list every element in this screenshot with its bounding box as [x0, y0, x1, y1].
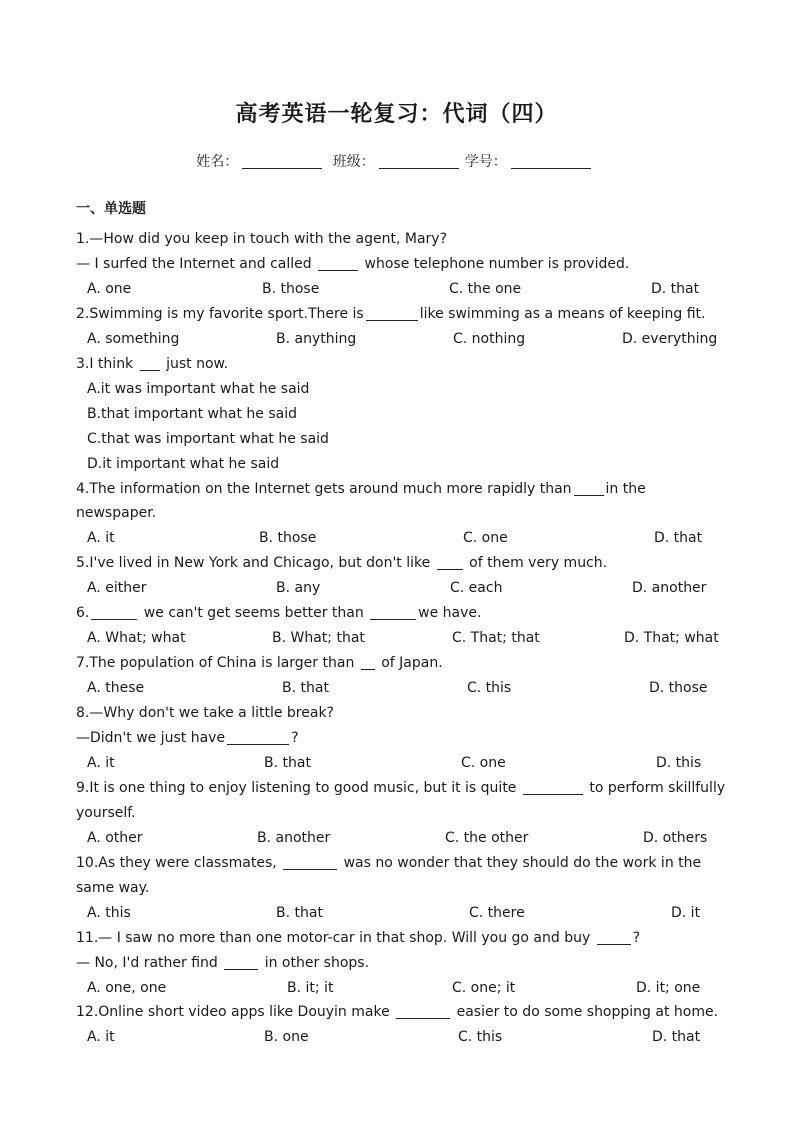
question-3-option-d: D.it important what he said	[87, 455, 280, 472]
question-6-text-line	[76, 604, 482, 622]
name-label: 姓名：	[196, 154, 239, 170]
question-text: 12.Online short video apps like Douyin make	[76, 1004, 395, 1021]
question-text: in other shops.	[260, 954, 370, 971]
question-text: —Didn't we just have	[76, 730, 226, 746]
question-text: to perform skillfully	[584, 779, 726, 796]
question-2-option-b: B. anything	[276, 330, 357, 347]
question-8-option-c: C. one	[461, 754, 506, 771]
question-2-text-line	[76, 305, 706, 323]
answer-blank	[597, 930, 631, 945]
question-5-option-a: A. either	[87, 580, 147, 597]
question-11-option-c: C. one; it	[452, 979, 516, 996]
question-9-option-d: D. others	[643, 829, 708, 846]
question-10-option-b: B. that	[276, 904, 323, 921]
question-text: 6.	[76, 605, 90, 622]
question-11-text-line	[76, 929, 640, 947]
question-text: 2.Swimming is my favorite sport.There is	[76, 305, 364, 322]
question-7-text-line	[76, 654, 443, 672]
question-3-option-b: B.that important what he said	[87, 405, 297, 422]
question-8-text-line	[76, 729, 299, 747]
question-2-option-c: C. nothing	[453, 330, 526, 347]
question-text: just now.	[161, 355, 229, 372]
question-text: 8.—Why don't we take a little break?	[76, 705, 334, 722]
section-heading: 一、单选题	[76, 201, 146, 217]
question-10-option-c: C. there	[469, 904, 525, 921]
answer-blank	[366, 306, 418, 321]
question-text: ?	[291, 730, 299, 746]
question-11-option-b: B. it; it	[287, 979, 334, 996]
page-title: 高考英语一轮复习：代词（四）	[235, 102, 558, 127]
answer-blank	[523, 780, 583, 795]
question-12-option-b: B. one	[264, 1029, 309, 1046]
question-text: in the	[605, 480, 646, 497]
question-2-option-a: A. something	[87, 330, 180, 347]
question-10-text-line	[76, 879, 149, 897]
question-9-option-b: B. another	[257, 829, 331, 846]
answer-blank	[227, 730, 289, 745]
question-text: we have.	[418, 605, 482, 622]
student-info-row	[0, 151, 793, 171]
question-text: 10.As they were classmates,	[76, 854, 282, 871]
question-5-option-d: D. another	[632, 580, 707, 597]
question-10-text-line	[76, 854, 701, 872]
question-3-option-a: A.it was important what he said	[87, 380, 310, 397]
question-12-option-c: C. this	[458, 1029, 503, 1046]
question-9-text-line	[76, 779, 725, 797]
answer-blank	[361, 655, 375, 670]
question-4-option-d: D. that	[654, 530, 703, 547]
question-8-option-b: B. that	[264, 754, 311, 771]
question-text: — I surfed the Internet and called	[76, 255, 317, 272]
question-4-option-b: B. those	[259, 530, 317, 547]
question-text: 1.—How did you keep in touch with the agent, Mary?	[76, 231, 448, 247]
answer-blank	[396, 1004, 450, 1019]
answer-blank	[574, 481, 604, 496]
question-11-option-d: D. it; one	[636, 979, 701, 996]
question-10-option-a: A. this	[87, 904, 131, 921]
question-9-text-line	[76, 804, 136, 822]
question-text: 4.The information on the Internet gets around much more rapidly than	[76, 480, 572, 497]
question-11-text-line	[76, 954, 369, 972]
question-5-text-line	[76, 554, 607, 572]
question-text: was no wonder that they should do the work in the	[339, 854, 702, 871]
question-text: — No, I'd rather find	[76, 954, 223, 971]
question-text: 11.— I saw no more than one motor-car in that shop. Will you go and buy	[76, 929, 595, 946]
class-label: 班级：	[332, 154, 375, 170]
answer-blank	[140, 356, 160, 371]
question-7-option-d: D. those	[649, 680, 708, 697]
question-text: easier to do some shopping at home.	[452, 1004, 719, 1021]
question-5-option-c: C. each	[450, 580, 503, 597]
question-text: ?	[632, 929, 641, 946]
question-1-option-b: B. those	[262, 280, 320, 297]
question-5-option-b: B. any	[276, 580, 321, 597]
question-1-text-line	[76, 255, 629, 273]
question-text: we can't get seems better than	[139, 605, 369, 622]
question-text: 7.The population of China is larger than	[76, 655, 359, 672]
question-text: 3.I think	[76, 355, 138, 372]
question-12-text-line	[76, 1003, 718, 1021]
question-12-option-a: A. it	[87, 1029, 115, 1046]
answer-blank	[224, 955, 258, 970]
question-8-text-line	[76, 704, 334, 722]
answer-blank	[283, 855, 337, 870]
question-1-text-line	[76, 230, 447, 248]
question-text: newspaper.	[76, 505, 157, 522]
question-8-option-d: D. this	[656, 754, 702, 771]
question-text: like swimming as a means of keeping fit.	[419, 305, 706, 322]
question-text: whose telephone number is provided.	[360, 255, 630, 272]
id-label: 学号：	[464, 154, 507, 170]
question-1-option-d: D. that	[651, 280, 700, 297]
answer-blank	[437, 555, 463, 570]
question-text: of Japan.	[376, 655, 443, 672]
question-7-option-c: C. this	[467, 680, 512, 697]
id-blank	[511, 154, 591, 169]
answer-blank	[370, 605, 416, 620]
question-6-option-b: B. What; that	[272, 630, 365, 647]
question-text: 5.I've lived in New York and Chicago, but don't like	[76, 555, 435, 572]
name-blank	[242, 154, 322, 169]
question-text: yourself.	[76, 804, 136, 821]
question-3-option-c: C.that was important what he said	[87, 430, 329, 447]
question-10-option-d: D. it	[671, 904, 701, 921]
answer-blank	[91, 605, 137, 620]
question-1-option-a: A. one	[87, 280, 132, 297]
question-1-option-c: C. the one	[449, 280, 522, 297]
question-6-option-c: C. That; that	[452, 630, 540, 647]
question-2-option-d: D. everything	[622, 330, 718, 347]
question-9-option-a: A. other	[87, 829, 143, 846]
question-7-option-a: A. these	[87, 680, 145, 697]
question-text: same way.	[76, 879, 150, 896]
question-text: of them very much.	[464, 555, 608, 572]
question-4-option-c: C. one	[463, 530, 508, 547]
question-4-text-line	[76, 480, 646, 498]
question-11-option-a: A. one, one	[87, 979, 167, 996]
question-12-option-d: D. that	[652, 1029, 701, 1046]
question-4-option-a: A. it	[87, 530, 115, 547]
question-6-option-d: D. That; what	[624, 630, 719, 647]
class-blank	[379, 154, 459, 169]
question-8-option-a: A. it	[87, 754, 115, 771]
question-9-option-c: C. the other	[445, 829, 529, 846]
question-6-option-a: A. What; what	[87, 630, 186, 647]
question-text: 9.It is one thing to enjoy listening to good music, but it is quite	[76, 779, 521, 796]
question-3-text-line	[76, 355, 228, 373]
question-7-option-b: B. that	[282, 680, 329, 697]
question-4-text-line	[76, 504, 156, 522]
answer-blank	[318, 256, 358, 271]
